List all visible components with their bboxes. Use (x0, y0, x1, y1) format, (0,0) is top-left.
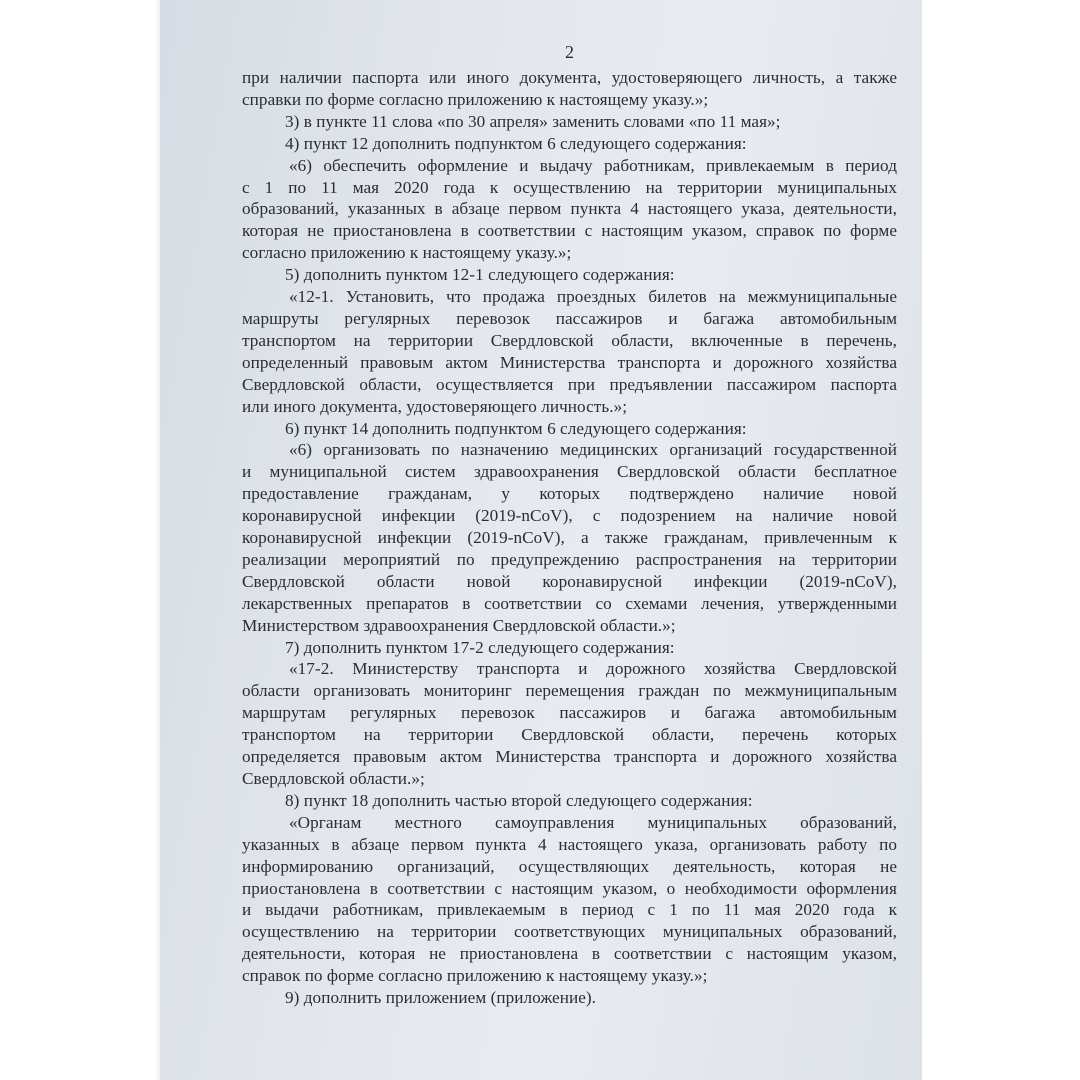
text-line: Свердловской области новой коронавирусной инфекции (2019-nCoV), (242, 571, 897, 591)
text-line: коронавирусной инфекции (2019-nCoV), с подозрением на наличие новой (242, 506, 897, 526)
page-number: 2 (564, 42, 575, 62)
text-line: определенный правовым актом Министерства транспорта и дорожного хозяйства (242, 352, 897, 372)
text-line: 6) пункт 14 дополнить подпунктом 6 следующего содержания: (285, 418, 747, 438)
text-line: с 1 по 11 мая 2020 года к осуществлению на территории муниципальных (242, 177, 897, 197)
text-line: 8) пункт 18 дополнить частью второй следующего содержания: (285, 790, 753, 810)
text-line: «6) обеспечить оформление и выдачу работникам, привлекаемым в период (289, 155, 897, 175)
text-line: маршрутам регулярных перевозок пассажиров и багажа автомобильным (242, 703, 897, 723)
text-line: образований, указанных в абзаце первом пункта 4 настоящего указа, деятельности, (242, 199, 897, 219)
text-line: при наличии паспорта или иного документа, удостоверяющего личность, а также (242, 68, 897, 87)
text-line: «17-2. Министерству транспорта и дорожного хозяйства Свердловской (289, 659, 897, 679)
text-line: Министерством здравоохранения Свердловской области.»; (242, 615, 676, 635)
text-line: или иного документа, удостоверяющего личность.»; (242, 396, 628, 416)
text-line: транспортом на территории Свердловской области, перечень которых (242, 725, 897, 745)
text-line: маршруты регулярных перевозок пассажиров и багажа автомобильным (242, 308, 897, 328)
text-line: коронавирусной инфекции (2019-nCoV), а также гражданам, привлеченным к (242, 528, 897, 548)
text-line: 9) дополнить приложением (приложение). (285, 988, 597, 1008)
text-line: реализации мероприятий по предупреждению распространения на территории (242, 549, 897, 569)
text-line: 4) пункт 12 дополнить подпунктом 6 следующего содержания: (285, 133, 747, 153)
text-line: Свердловской области, осуществляется при предъявлении пассажиром паспорта (242, 374, 897, 394)
text-line: 3) в пункте 11 слова «по 30 апреля» заменить словами «по 11 мая»; (285, 111, 781, 131)
text-line: и муниципальной систем здравоохранения Свердловской области бесплатное (242, 462, 897, 482)
text-line: согласно приложению к настоящему указу.»; (242, 243, 572, 263)
text-lines (242, 67, 897, 1009)
text-line: 7) дополнить пунктом 17-2 следующего содержания: (285, 637, 675, 657)
text-line: 5) дополнить пунктом 12-1 следующего содержания: (285, 265, 675, 285)
text-line: транспортом на территории Свердловской области, включенные в перечень, (242, 330, 897, 350)
document-body (242, 40, 897, 1009)
text-line: определяется правовым актом Министерства транспорта и дорожного хозяйства (242, 747, 897, 767)
text-line: «6) организовать по назначению медицинских организаций государственной (289, 440, 897, 460)
text-line: предоставление гражданам, у которых подтверждено наличие новой (242, 484, 897, 504)
text-line: справки по форме согласно приложению к настоящему указу.»; (242, 89, 709, 109)
text-line: которая не приостановлена в соответствии с настоящим указом, справок по форме (242, 221, 897, 241)
text-line: «12-1. Установить, что продажа проездных билетов на межмуниципальные (289, 287, 897, 307)
text-line: указанных в абзаце первом пункта 4 настоящего указа, организовать работу по (242, 834, 897, 854)
text-line: информированию организаций, осуществляющих деятельность, которая не (242, 856, 897, 876)
text-line: лекарственных препаратов в соответствии со схемами лечения, утвержденными (242, 593, 897, 613)
text-line: справок по форме согласно приложению к настоящему указу.»; (242, 966, 708, 986)
text-line: приостановлена в соответствии с настоящим указом, о необходимости оформления (242, 878, 897, 898)
text-line: «Органам местного самоуправления муниципальных образований, (289, 812, 897, 832)
text-line: и выдачи работникам, привлекаемым в период с 1 по 11 мая 2020 года к (242, 900, 897, 920)
text-line: осуществлению на территории соответствующих муниципальных образований, (242, 922, 897, 942)
text-line: области организовать мониторинг перемещения граждан по межмуниципальным (242, 681, 897, 701)
text-line: Свердловской области.»; (242, 769, 425, 788)
text-line: деятельности, которая не приостановлена в соответствии с настоящим указом, (242, 944, 897, 964)
